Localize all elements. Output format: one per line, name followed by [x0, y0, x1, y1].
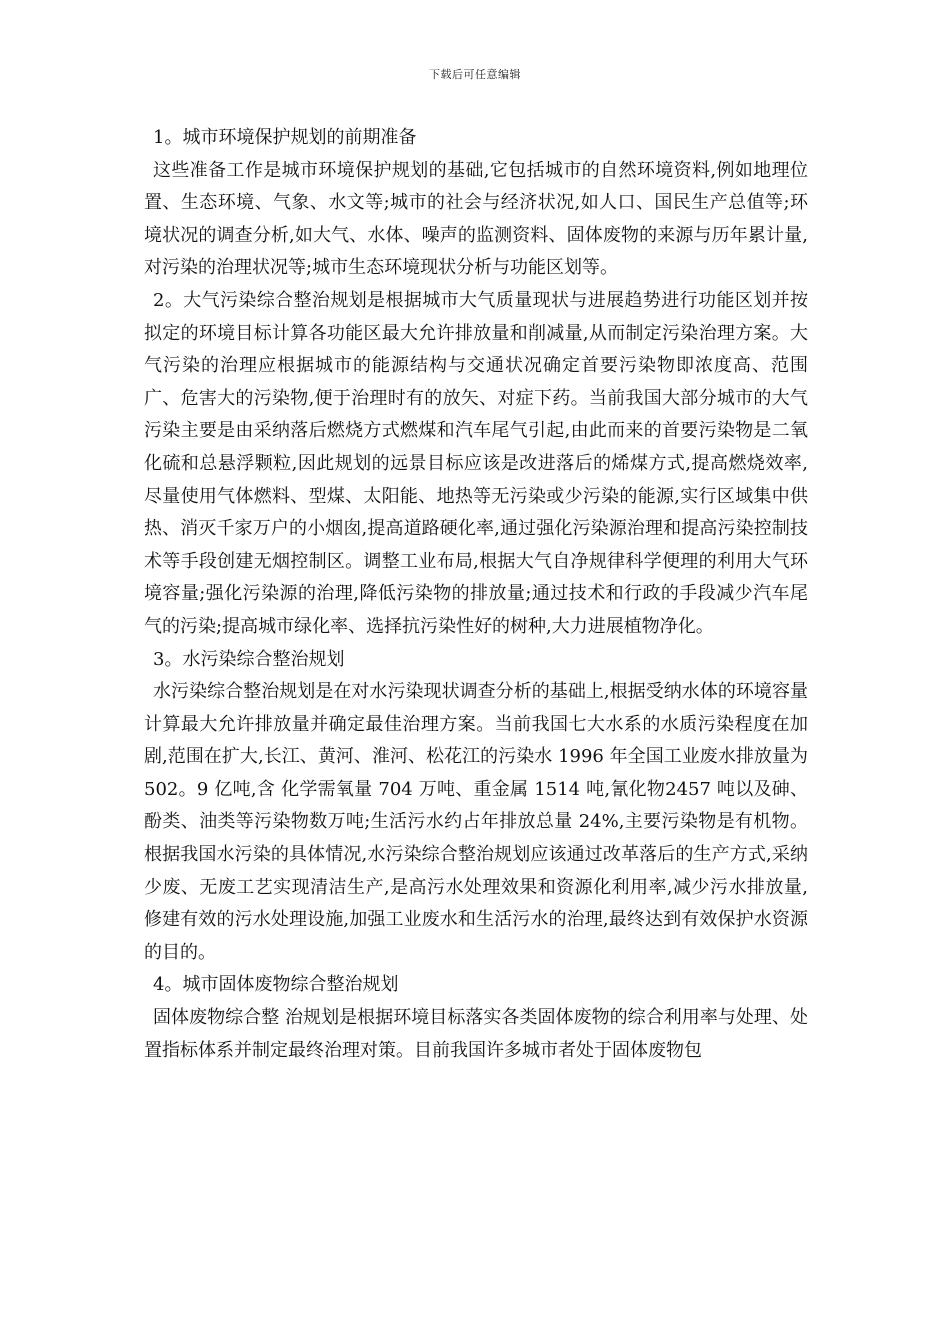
section-1-paragraph: 这些准备工作是城市环境保护规划的基础,它包括城市的自然环境资料,例如地理位置、生态环境、气象、水文等;城市的社会与经济状况,如人口、国民生产总值等;环境状况的调查分析,如大气、水体、噪声的监测资料、固体废物的来源与历年累计量,对污染的治理状况等;城市生态环境现状分析与功能区划等。: [144, 159, 808, 279]
section-4-heading: 4。城市固体废物综合整治规划: [153, 974, 399, 996]
section-3-heading: 3。水污染综合整治规划: [153, 648, 345, 670]
section-4-paragraph: 固体废物综合整 治规划是根据环境目标落实各类固体废物的综合利用率与处理、处置指标体系并制定最终治理对策。目前我国许多城市者处于固体废物包: [144, 1007, 808, 1061]
document-body: [144, 122, 808, 1067]
section-1-heading: 1。城市环境保护规划的前期准备: [153, 127, 417, 148]
section-2-paragraph: 2。大气污染综合整治规划是根据城市大气质量现状与进展趋势进行功能区划并按拟定的环境目标计算各功能区最大允许排放量和削减量,从而制定污染治理方案。大气污染的治理应根据城市的能源结构与交通状况确定首要污染物即浓度高、范围广、危害大的污染物,便于治理时有的放矢、对症下药。当前我国大部分城市的大气污染主要是由采纳落后燃烧方式燃煤和汽车尾气引起,由此而来的首要污染物是二氧化硫和总悬浮颗粒,因此规划的远景目标应该是改进落后的烯煤方式,提高燃烧效率,尽量使用气体燃料、型煤、太阳能、地热等无污染或少污染的能源,实行区域集中供热、消灭千家万户的小烟囱,提高道路硬化率,通过强化污染源治理和提高污染控制技术等手段创建无烟控制区。调整工业布局,根据大气自净规律科学便理的利用大气环境容量;强化污染源的治理,降低污染物的排放量;通过技术和行政的手段减少汽车尾气的污染;提高城市绿化率、选择抗污染性好的树种,大力进展植物净化。: [144, 289, 808, 637]
page-header: 下载后可任意编辑: [429, 68, 521, 81]
section-3-paragraph: 水污染综合整治规划是在对水污染现状调查分析的基础上,根据受纳水体的环境容量计算最大允许排放量并确定最佳治理方案。当前我国七大水系的水质污染程度在加剧,范围在扩大,长江、黄河、淮河、松花江的污染水 1996 年全国工业废水排放量为 502。9 亿吨,含 化学需氧量 704 万吨、重金属 1514 吨,氰化物2457 吨以及砷、酚类、油类等污染物数万吨;生活污水约占年排放总量 24%,主要污染物是有机物。根据我国水污染的具体情况,水污染综合整治规划应该通过改革落后的生产方式,采纳少废、无废工艺实现清洁生产,是高污水处理效果和资源化利用率,减少污水排放量,修建有效的污水处理设施,加强工业废水和生活污水的治理,最终达到有效保护水资源的目的。: [144, 681, 808, 963]
